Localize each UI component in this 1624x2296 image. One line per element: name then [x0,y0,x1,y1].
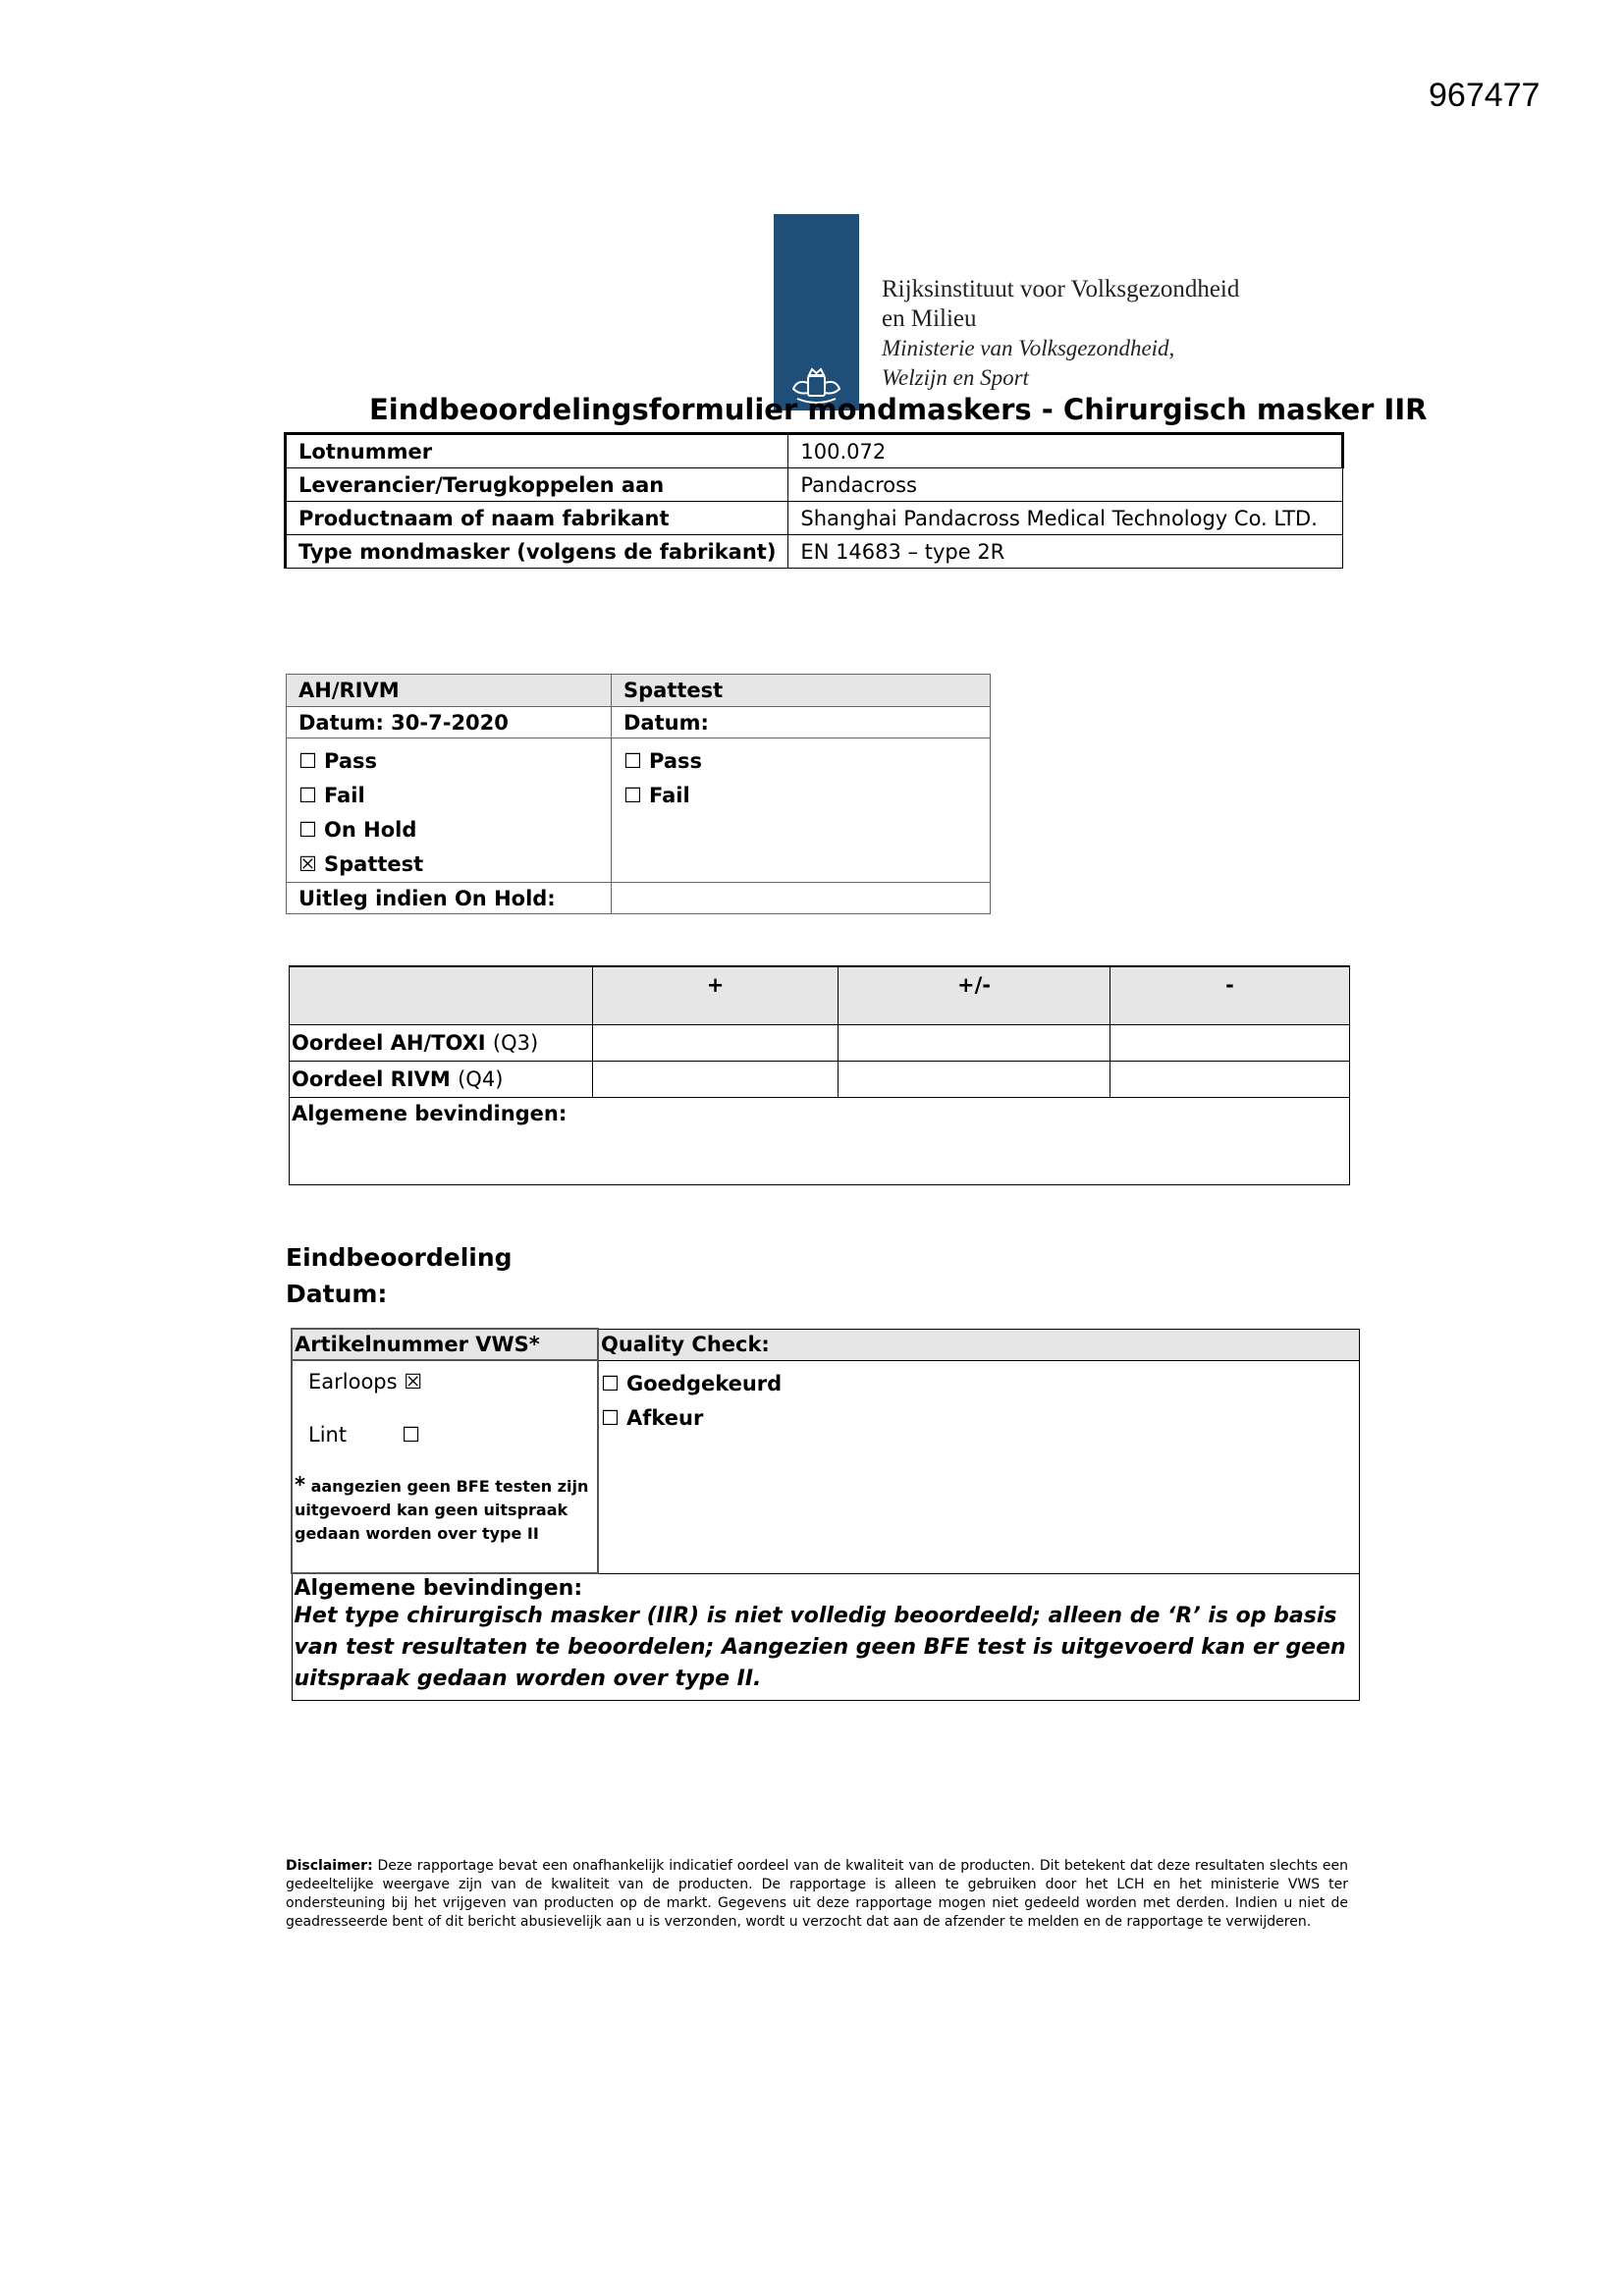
checkbox-icon: ☐ [298,749,317,773]
checked-box-icon: ☒ [298,852,317,876]
ministry-line-2: Welzijn en Sport [882,365,1029,390]
lint-option[interactable] [293,1420,597,1473]
info-value: 100.072 [788,434,1343,468]
table-row [292,1360,1360,1573]
table-row [286,502,1343,535]
checkbox-label: Pass [324,749,377,773]
rating-row-suffix: (Q4) [458,1067,504,1091]
checkbox-label: On Hold [324,818,417,842]
rating-cell[interactable] [1110,1062,1350,1098]
spattest-header: Spattest [612,675,991,707]
rating-cell[interactable] [593,1062,839,1098]
table-row [290,1098,1350,1185]
final-assessment-heading: Eindbeoordeling [286,1243,513,1272]
checkbox-pass[interactable] [298,744,599,779]
final-assessment-block [286,1239,513,1312]
disclaimer-text: Deze rapportage bevat een onafhankelijk indicatief oordeel van de kwaliteit van de producten. Dit betekent dat deze resultaten slechts een gedeeltelijke weergave zijn van de kwaliteit van de producten. De rapportage is alleen te gebruiken door het LCH en het ministerie VWS ter ondersteuning bij het vrijgeven van producten op de markt. Gegevens uit deze rapportage mogen niet gedeeld worden met derden. Indien u niet de geadresseerde bent of dit bericht abusievelijk aan u is verzonden, wordt u verzocht dat aan de afzender te melden en de rapportage te verwijderen. [286,1858,1348,1930]
checkbox-label: Fail [324,784,365,807]
general-findings-label: Algemene bevindingen: [290,1098,1350,1185]
footnote-mark: * [295,1473,305,1497]
disclaimer [286,1857,1348,1932]
checkbox-label: Afkeur [626,1405,704,1430]
final-findings-cell [292,1573,1360,1701]
checkbox-icon: ☐ [402,1423,420,1447]
table-row [287,707,991,738]
quality-check-options [598,1360,1360,1573]
checkbox-icon: ☐ [298,818,317,842]
document-number: 967477 [1429,77,1541,114]
disclaimer-label: Disclaimer: [286,1858,373,1874]
quality-check-header: Quality Check: [598,1329,1360,1360]
rating-header-plusminus: +/- [839,966,1110,1025]
checkbox-pass[interactable] [623,744,978,779]
checkbox-fail[interactable] [298,779,599,813]
institute-name [882,275,1239,393]
spattest-date: Datum: [612,707,991,738]
table-row [292,1329,1360,1360]
ah-rivm-header: AH/RIVM [287,675,612,707]
checkbox-on-hold[interactable] [298,813,599,847]
table-row [287,883,991,914]
final-findings-label: Algemene bevindingen: [294,1576,583,1601]
rating-row-name: Oordeel RIVM [292,1067,451,1091]
checkbox-label: Spattest [324,852,424,876]
form-title: Eindbeoordelingsformulier mondmaskers - Chirurgisch masker IIR [369,393,1428,426]
info-label: Lotnummer [286,434,788,468]
rating-row-suffix: (Q3) [492,1031,539,1055]
ah-rivm-date: Datum: 30-7-2020 [287,707,612,738]
table-row [290,1025,1350,1062]
on-hold-explanation-label: Uitleg indien On Hold: [287,883,612,914]
lint-label: Lint [308,1423,348,1447]
table-row [290,966,1350,1025]
info-label: Type mondmasker (volgens de fabrikant) [286,535,788,569]
table-row [287,738,991,883]
table-row [286,434,1343,468]
checkbox-icon: ☐ [601,1405,620,1430]
rating-row-label [290,1025,593,1062]
final-assessment-date: Datum: [286,1280,388,1308]
article-options [292,1360,598,1573]
info-label: Productnaam of naam fabrikant [286,502,788,535]
rating-cell[interactable] [839,1025,1110,1062]
checkbox-icon: ☐ [298,784,317,807]
on-hold-explanation-field[interactable] [612,883,991,914]
table-row [287,675,991,707]
checkbox-goedgekeurd[interactable] [601,1367,1357,1401]
checkbox-spattest[interactable] [298,847,599,882]
rating-header-plus: + [593,966,839,1025]
final-findings-text: Het type chirurgisch masker (IIR) is niet volledig beoordeeld; alleen de ‘R’ is op basis van test resultaten te beoordelen; Aangezien geen BFE test is uitgevoerd kan er geen uitspraak gedaan worden over type II. [294,1604,1346,1691]
table-row [290,1062,1350,1098]
info-label: Leverancier/Terugkoppelen aan [286,468,788,502]
info-value: Shanghai Pandacross Medical Technology Co. LTD. [788,502,1343,535]
table-row [292,1573,1360,1701]
info-value: Pandacross [788,468,1343,502]
spattest-options [612,738,991,883]
rating-row-name: Oordeel AH/TOXI [292,1031,486,1055]
checkbox-label: Goedgekeurd [626,1371,783,1395]
rating-cell[interactable] [839,1062,1110,1098]
checkbox-icon: ☐ [623,784,642,807]
article-footnote [293,1473,597,1546]
ministry-line-1: Ministerie van Volksgezondheid, [882,336,1175,360]
earloops-option[interactable] [293,1367,597,1420]
article-number-header: Artikelnummer VWS* [292,1329,598,1360]
info-value: EN 14683 – type 2R [788,535,1343,569]
rating-cell[interactable] [1110,1025,1350,1062]
checkbox-afkeur[interactable] [601,1401,1357,1436]
test-table [286,674,991,914]
checkbox-label: Fail [649,784,690,807]
institute-line-2: en Milieu [882,305,977,332]
info-table [284,432,1344,569]
rating-header-blank [290,966,593,1025]
institute-line-1: Rijksinstituut voor Volksgezondheid [882,276,1240,302]
checkbox-icon: ☐ [623,749,642,773]
footnote-text: aangezien geen BFE testen zijn uitgevoerd kan geen uitspraak gedaan worden over type II [295,1477,589,1543]
earloops-label: Earloops [308,1370,398,1394]
checkbox-fail[interactable] [623,779,978,813]
rating-row-label [290,1062,593,1098]
checked-box-icon: ☒ [404,1370,423,1394]
checkbox-icon: ☐ [601,1371,620,1395]
rating-cell[interactable] [593,1025,839,1062]
checkbox-label: Pass [649,749,702,773]
rating-header-minus: - [1110,966,1350,1025]
final-table [291,1328,1360,1701]
ah-rivm-options [287,738,612,883]
rating-table [289,965,1350,1185]
table-row [286,535,1343,569]
table-row [286,468,1343,502]
